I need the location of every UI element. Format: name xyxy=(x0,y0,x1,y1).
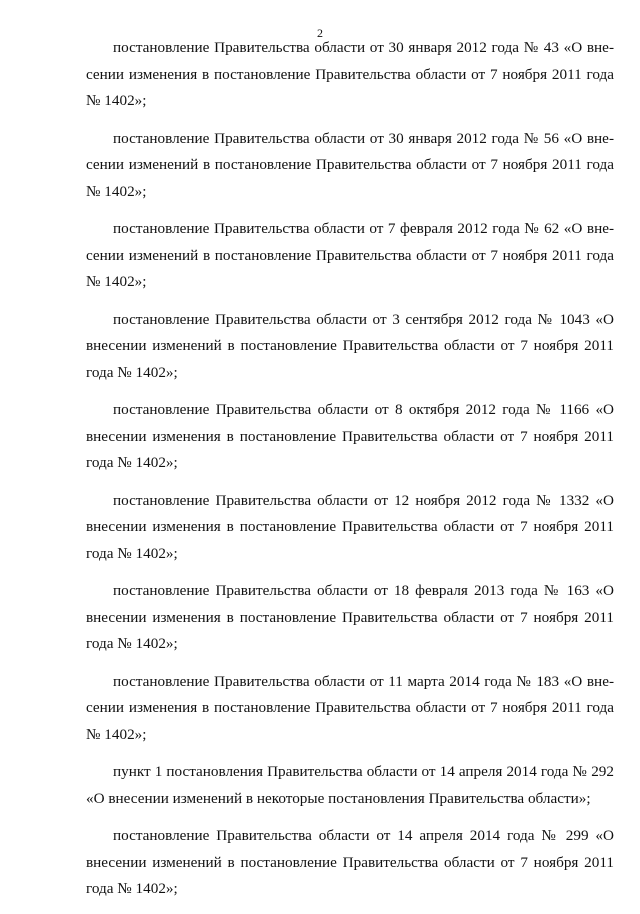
list-item: постановление Правительства области от 12 ноября 2012 года № 1332 «О внесении изменения в постановление Правительства области от 7 ноября 2011 года № 1402»; xyxy=(86,491,614,562)
list-item: постановление Правительства области от 30 января 2012 года № 56 «О внесении изменений в постановление Правительства области от 7 ноября 2011 года № 1402»; xyxy=(86,129,614,200)
document-body xyxy=(86,35,614,914)
list-item: постановление Правительства области от 8 октября 2012 года № 1166 «О внесении изменения в постановление Правительства области от 7 ноября 2011 года № 1402»; xyxy=(86,401,614,471)
list-item: постановление Правительства области от 14 апреля 2014 года № 299 «О внесении изменений в постановление Правительства области от 7 ноября 2011 года № 1402»; xyxy=(86,827,614,897)
list-item: постановление Правительства области от 18 февраля 2013 года № 163 «О внесении изменения в постановление Правительства области от 7 ноября 2011 года № 1402»; xyxy=(86,582,614,652)
list-item: пункт 1 постановления Правительства области от 14 апреля 2014 года № 292 «О внесении изменений в некоторые постановления Правительства области»; xyxy=(86,763,614,807)
list-item: постановление Правительства области от 7 февраля 2012 года № 62 «О внесении изменений в постановление Правительства области от 7 ноября 2011 года № 1402»; xyxy=(86,220,614,290)
list-item: постановление Правительства области от 11 марта 2014 года № 183 «О внесении изменения в постановление Правительства области от 7 ноября 2011 года № 1402»; xyxy=(86,672,614,743)
list-item: постановление Правительства области от 3 сентября 2012 года № 1043 «О внесении изменений в постановление Правительства области от 7 ноября 2011 года № 1402»; xyxy=(86,310,614,381)
list-item: постановление Правительства области от 30 января 2012 года № 43 «О внесении изменения в постановление Правительства области от 7 ноября 2011 года № 1402»; xyxy=(86,39,614,109)
page-number: 2 xyxy=(317,26,323,40)
